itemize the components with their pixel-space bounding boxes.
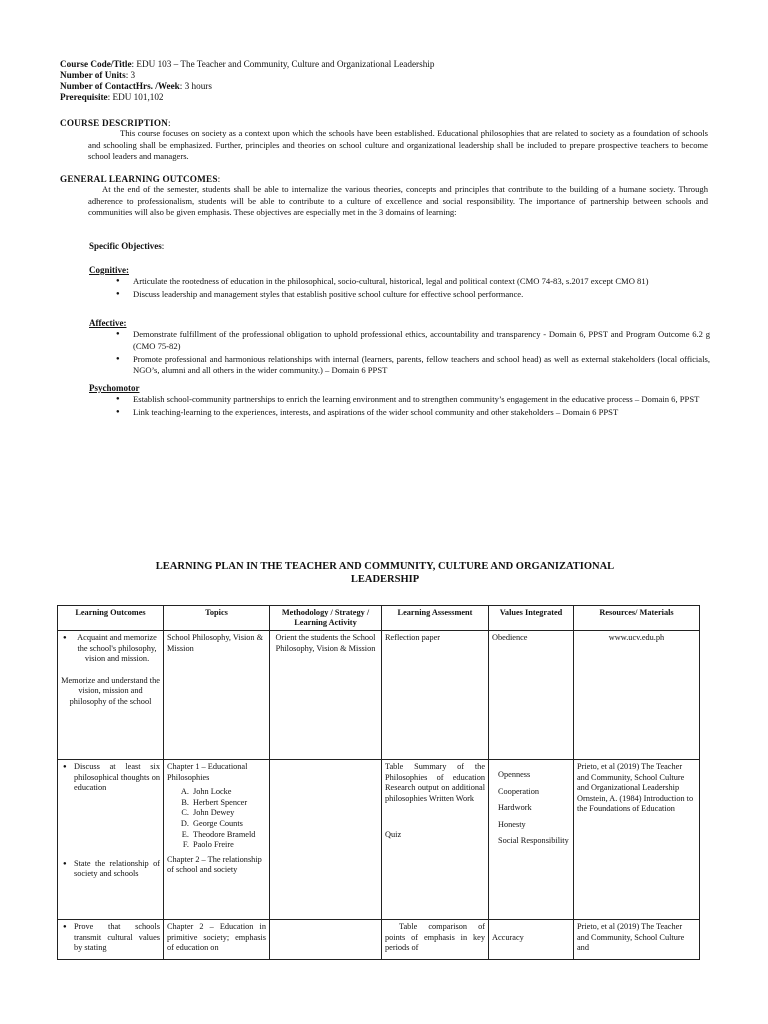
philosophers-list xyxy=(167,787,266,851)
value-item: Openness xyxy=(498,770,531,779)
outcome-item: ● Discuss at least six philosophical thoughts on education xyxy=(61,762,160,794)
table-row xyxy=(58,760,700,920)
outcome-cell xyxy=(58,920,164,960)
list-item: ● Promote professional and harmonious relationships with internal (learners, parents, fellow teachers and school head) as well as external stakeholders (local officials, NGO’s, alumni and all others in the wider community.) – Domain 6 PPST xyxy=(114,354,710,377)
assessment-item: Quiz xyxy=(385,830,402,840)
list-item: ● Establish school-community partnerships to enrich the learning environment and to strengthen community’s engagement in the educative process – Domain 6, PPST xyxy=(114,394,710,406)
table-row xyxy=(58,920,700,960)
assessment-item: Table Summary of the Philosophies of education Research output on additional philosophies Written Work xyxy=(385,762,485,803)
learning-plan-table xyxy=(57,605,700,960)
table-header-row xyxy=(58,606,700,631)
outcome-cell xyxy=(58,760,164,920)
methodology-cell xyxy=(270,920,382,960)
contact-hours-line xyxy=(60,81,434,92)
assessment-cell: Table comparison of points of emphasis in key periods of xyxy=(382,920,489,960)
specific-objectives-heading: Specific Objectives: xyxy=(89,241,165,251)
learning-outcomes-text: At the end of the semester, students shall be able to internalize the various theories, concepts and principles that contribute to the building of a humane society. Through adherence to professionalism, students will be able to contribute to a culture of excellence and social responsibility. The importance of partnership between schools and communities will also be given emphasis. These objectives are especially met in the 3 domains of learning: xyxy=(88,184,708,217)
course-code-line xyxy=(60,59,434,70)
learning-plan-title: LEARNING PLAN IN THE TEACHER AND COMMUNITY, CULTURE AND ORGANIZATIONAL LEADERSHIP xyxy=(155,561,615,585)
learning-outcomes-heading: GENERAL LEARNING OUTCOMES: xyxy=(60,174,221,184)
column-header: Methodology / Strategy / Learning Activity xyxy=(270,606,382,631)
list-item: E. Theodore Brameld xyxy=(191,830,266,841)
outcome-item: ● Prove that schools transmit cultural values by stating xyxy=(61,922,160,954)
course-code-value: : EDU 103 – The Teacher and Community, Culture and Organizational Leadership xyxy=(131,59,435,69)
methodology-cell: Orient the students the School Philosophy, Vision & Mission xyxy=(270,631,382,760)
list-item: ● Link teaching-learning to the experiences, interests, and aspirations of the wider school community and other stakeholders – Domain 6 PPST xyxy=(114,407,710,419)
topic-cell: Chapter 2 – Education in primitive society; emphasis of education on xyxy=(164,920,270,960)
values-cell: Accuracy xyxy=(489,920,574,960)
list-item: ● Demonstrate fulfillment of the professional obligation to uphold professional ethics, accountability and transparency - Domain 6, PPST and Program Outcome 6.2 g (CMO 75-82) xyxy=(114,329,710,352)
affective-heading: Affective: xyxy=(89,318,127,328)
units-label: Number of Units xyxy=(60,70,126,80)
resources-cell: www.ucv.edu.ph xyxy=(574,631,700,760)
column-header: Learning Assessment xyxy=(382,606,489,631)
outcome-item: Memorize and understand the vision, mission and philosophy of the school xyxy=(61,675,160,706)
course-code-label: Course Code/Title xyxy=(60,59,132,69)
methodology-cell xyxy=(270,760,382,920)
course-description-text: This course focuses on society as a context upon which the schools have been established. Educational philosophies that are related to society as a foundation of schools and schooling shall be emphasized. Further, principles and theories on school culture and organizational leadership shall be included to prepare prospective teachers to become school leaders and managers. xyxy=(88,128,708,161)
course-description-heading: COURSE DESCRIPTION: xyxy=(60,118,171,128)
topic-heading: Chapter 1 – Educational Philosophies xyxy=(167,762,248,782)
column-header: Values Integrated xyxy=(489,606,574,631)
table-row xyxy=(58,631,700,760)
list-item: C. John Dewey xyxy=(191,808,266,819)
psychomotor-heading: Psychomotor xyxy=(89,383,140,393)
value-item: Hardwork xyxy=(498,803,532,813)
column-header: Resources/ Materials xyxy=(574,606,700,631)
assessment-cell: Reflection paper xyxy=(382,631,489,760)
value-item: Honesty xyxy=(498,819,526,829)
list-item: D. George Counts xyxy=(191,819,266,830)
value-item: Social Responsibility xyxy=(498,836,569,846)
units-line xyxy=(60,70,434,81)
topic-chapter-2: Chapter 2 – The relationship of school and society xyxy=(167,854,262,875)
list-item: B. Herbert Spencer xyxy=(191,798,266,809)
affective-list xyxy=(114,329,710,378)
resources-cell: Prieto, et al (2019) The Teacher and Community, School Culture and Organizational Leadership Ornstein, A. (1984) Introduction to the Foundations of Education xyxy=(574,760,700,920)
prerequisite-label: Prerequisite xyxy=(60,92,108,102)
list-item: ● Articulate the rootedness of education in the philosophical, socio-cultural, historical, legal and political context (CMO 74-83, s.2017 except CMO 81) xyxy=(114,276,710,288)
list-item: ● Discuss leadership and management styles that establish positive school culture for effective school performance. xyxy=(114,289,710,301)
course-info xyxy=(60,59,434,103)
outcome-cell xyxy=(58,631,164,760)
values-cell xyxy=(489,760,574,920)
cognitive-heading: Cognitive: xyxy=(89,265,129,275)
contact-hours-value: : 3 hours xyxy=(179,81,212,91)
cognitive-list xyxy=(114,276,710,302)
psychomotor-list xyxy=(114,394,710,420)
topic-cell xyxy=(164,760,270,920)
values-cell: Obedience xyxy=(489,631,574,760)
outcome-item: ● State the relationship of society and schools xyxy=(61,859,160,880)
contact-hours-label: Number of ContactHrs. /Week xyxy=(60,81,180,91)
list-item: F. Paolo Freire xyxy=(191,840,266,851)
prerequisite-line xyxy=(60,92,434,103)
list-item: A. John Locke xyxy=(191,787,266,798)
resources-cell: Prieto, et al (2019) The Teacher and Community, School Culture and xyxy=(574,920,700,960)
outcome-item: ● Acquaint and memorize the school's philosophy, vision and mission. xyxy=(61,633,160,665)
units-value: : 3 xyxy=(125,70,136,80)
column-header: Learning Outcomes xyxy=(58,606,164,631)
topic-cell: School Philosophy, Vision & Mission xyxy=(164,631,270,760)
column-header: Topics xyxy=(164,606,270,631)
prerequisite-value: : EDU 101,102 xyxy=(107,92,164,102)
value-item: Cooperation xyxy=(498,786,540,796)
assessment-cell xyxy=(382,760,489,920)
